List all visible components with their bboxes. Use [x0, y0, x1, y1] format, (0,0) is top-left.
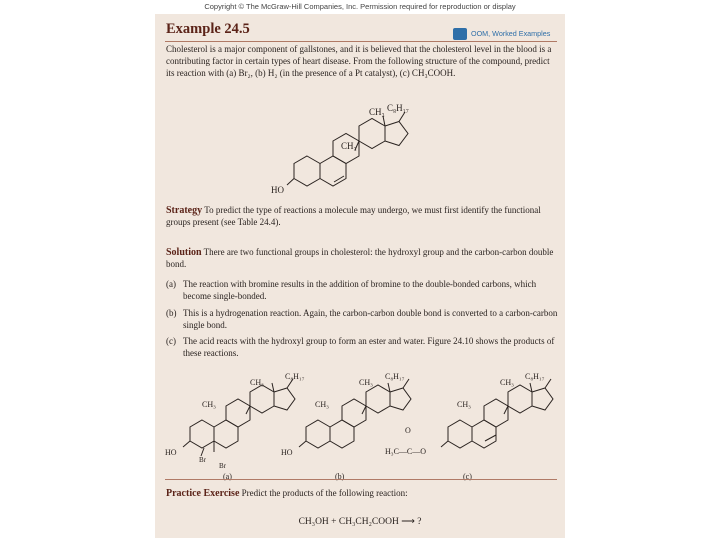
title-rule — [165, 41, 557, 42]
product-c — [385, 372, 553, 481]
textbook-page — [155, 14, 565, 538]
practice-rule — [165, 479, 557, 480]
practice-section — [166, 488, 556, 500]
hydroxyl-label: HO — [271, 185, 284, 195]
item-label: (b) — [166, 308, 177, 318]
solution-text: There are two functional groups in cholesterol: the hydroxyl group and the carbon-carbon double bond. — [166, 247, 554, 269]
item-text: The reaction with bromine results in the addition of bromine to the double-bonded carbons, which become single-bonded. — [183, 279, 537, 301]
bromine-label: Br — [199, 456, 206, 464]
worked-examples-badge[interactable] — [453, 27, 561, 41]
methyl-label: CH₃ — [250, 378, 264, 387]
methyl-label: CH₃ — [315, 400, 329, 409]
practice-text: Predict the products of the following reaction: — [241, 488, 408, 498]
cholesterol-structure — [271, 102, 409, 195]
side-chain-label: C₈H₁₇ — [387, 103, 409, 113]
product-label: (a) — [223, 472, 232, 481]
strategy-text: To predict the type of reactions a molecule may undergo, we must first identify the functional groups present (see Table 24.4). — [166, 205, 541, 227]
strategy-heading: Strategy — [166, 205, 203, 216]
item-label: (a) — [166, 279, 176, 289]
ester-label: H₃C—C—O — [385, 447, 427, 456]
methyl-label: CH₃ — [359, 378, 373, 387]
side-chain-label: C₈H₁₇ — [525, 372, 545, 381]
product-label: (c) — [463, 472, 472, 481]
practice-equation: CH₃OH + CH₃CH₂COOH ⟶ ? — [298, 517, 422, 527]
carbonyl-oxygen-label: O — [405, 426, 411, 435]
product-label: (b) — [335, 472, 345, 481]
item-text: The acid reacts with the hydroxyl group to form an ester and water. Figure 24.10 shows the products of these reactions. — [183, 336, 555, 358]
solution-section — [166, 247, 556, 271]
methyl-label: CH₃ — [202, 400, 216, 409]
item-label: (c) — [166, 336, 176, 346]
product-a — [165, 372, 305, 481]
product-b — [281, 372, 411, 481]
item-text: This is a hydrogenation reaction. Again, the carbon-carbon double bond is converted to a carbon-carbon single bond. — [183, 308, 558, 330]
methyl-label-top: CH₃ — [369, 107, 385, 117]
bromine-label: Br — [219, 462, 226, 470]
hydroxyl-label: HO — [165, 448, 177, 457]
methyl-label: CH₃ — [500, 378, 514, 387]
problem-statement: Cholesterol is a major component of gallstones, and it is believed that the cholesterol level in the blood is a contributing factor in certain types of heart disease. From the following structure of the compound, predict its reaction with (a) Br₂, (b) H₂ (in the presence of a Pt catalyst), (c) CH₃COOH. — [166, 44, 552, 78]
example-title: Example 24.5 — [166, 21, 250, 37]
hydroxyl-label: HO — [281, 448, 293, 457]
side-chain-label: C₈H₁₇ — [385, 372, 405, 381]
side-chain-label: C₈H₁₇ — [285, 372, 305, 381]
methyl-label: CH₃ — [457, 400, 471, 409]
badge-label: OOM, Worked Examples — [471, 29, 551, 38]
practice-heading: Practice Exercise — [166, 488, 240, 499]
products-figure — [155, 370, 565, 481]
cd-icon — [453, 28, 467, 40]
solution-heading: Solution — [166, 247, 202, 258]
copyright-notice: Copyright © The McGraw-Hill Companies, Inc. Permission required for reproduction or display — [204, 2, 516, 11]
methyl-label-mid: CH₃ — [341, 141, 357, 151]
strategy-section — [166, 205, 556, 229]
